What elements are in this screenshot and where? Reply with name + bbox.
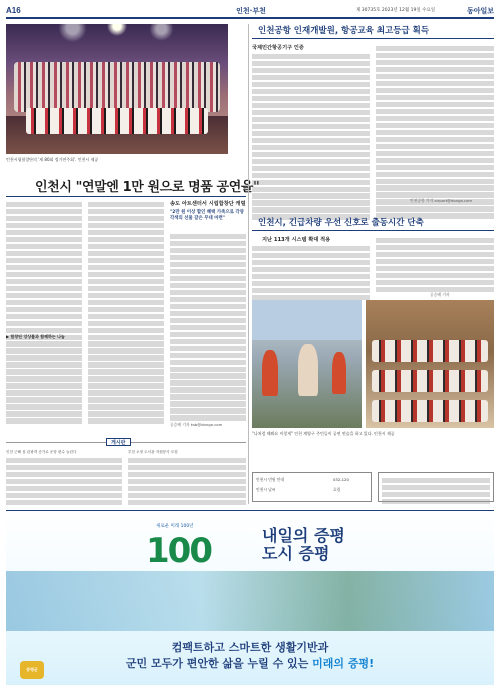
main-headline: 인천시 "연말엔 1만 원으로 명품 공연을"	[35, 180, 260, 195]
traffic-headline: 인천시, 긴급차량 우선 신호로 출동시간 단축	[258, 218, 424, 228]
sky	[252, 300, 362, 340]
advertisement	[6, 510, 494, 685]
main-story-col-2	[88, 200, 164, 428]
contact-value-1: 032-120	[333, 477, 349, 482]
airport-rule	[252, 38, 494, 39]
traffic-rule	[252, 230, 494, 231]
notice-board	[6, 438, 246, 508]
main-byline: 공승배 기자 ksb@donga.com	[170, 422, 223, 427]
section-title: 인천·부천	[236, 7, 266, 15]
main-story-col-3	[170, 232, 246, 428]
page-number: A16	[6, 6, 21, 15]
concert-photo	[6, 24, 228, 154]
dancer-row	[372, 370, 488, 392]
sub-headline: 송도 아트센터서 시립합창단 캐럴	[170, 201, 246, 207]
stage-lights	[6, 24, 228, 64]
ad-tagline: 새로운 미래 100년	[156, 524, 194, 529]
notice-item-1: 인천 근해 섬 관광객 증가로 운항 편수 늘린다	[6, 450, 77, 454]
masthead	[6, 6, 494, 19]
contact-label-2: 인천시 날씨	[256, 487, 276, 492]
info-table	[378, 472, 494, 502]
notice-col-2	[128, 456, 246, 506]
ad-slogan-2	[6, 655, 494, 671]
traffic-col-2	[376, 236, 494, 290]
quote-subhead: "2만 원 이상 할인 혜택 가족으로 각양각색의 선물 같은 무대 마련"	[170, 210, 244, 221]
ad-big-text-line1: 내일의 증평	[262, 526, 345, 545]
dancer-row	[372, 400, 488, 422]
dance-photo-caption: "나처럼 해봐요 이렇게" 인천 계양구 주민들이 공연 연습을 하고 있다. 인천시 제공	[252, 431, 395, 436]
dancer	[298, 344, 318, 396]
traffic-byline: 공승배 기자	[430, 292, 450, 297]
dancer-row	[372, 340, 488, 362]
city-skyline-band	[6, 571, 494, 631]
concert-photo-caption: 인천시립합창단의 '제 80회 정기연주회'. 인천시 제공	[6, 157, 99, 162]
ad-slogan-1: 컴팩트하고 스마트한 생활기반과	[171, 641, 329, 654]
notice-col-1	[6, 456, 122, 506]
ad-big-number: 100	[146, 531, 211, 571]
ad-big-text	[262, 527, 345, 563]
notice-tag: 게시판	[106, 438, 131, 446]
newspaper-name: 동아일보	[466, 6, 494, 15]
traffic-col-1	[252, 244, 370, 298]
airport-col-1	[252, 52, 370, 232]
traffic-subhead: 지난 113개 시스템 확대 적용	[262, 237, 331, 243]
airport-subhead: 국제민간항공기구 인증	[252, 45, 304, 51]
ad-slogan-2-part2: 미래의 증평!	[312, 657, 375, 670]
dancer	[332, 352, 346, 394]
headline-rule	[6, 196, 246, 197]
column-divider	[248, 24, 249, 504]
airport-byline: 인천공항 기자 airport@donga.com	[410, 198, 473, 203]
notice-item-2: 부천 오정 도서관 자원봉사 모집	[128, 450, 178, 454]
issue-date: 제 30735호 2023년 12월 19일 수요일	[356, 8, 436, 13]
info-table-lines	[382, 476, 490, 500]
bullet-subhead: ▶ 합창단 앙상블과 함께하는 나눔	[6, 334, 65, 339]
dancer	[262, 350, 278, 396]
airport-col-2	[376, 44, 494, 224]
contact-value-2: 흐림	[333, 487, 341, 492]
choir-rows	[14, 62, 220, 112]
main-story-col-1	[6, 200, 82, 428]
contact-box	[252, 472, 372, 502]
dance-photo-indoor	[366, 300, 494, 428]
ad-slogan-2-part1: 군민 모두가 편안한 삶을 누릴 수 있는	[125, 657, 313, 670]
county-logo: 증평군	[20, 661, 44, 679]
dance-photo-outdoor	[252, 300, 362, 428]
airport-headline: 인천공항 인재개발원, 항공교육 최고등급 획득	[258, 26, 430, 36]
ad-big-text-line2: 도시 증평	[262, 544, 330, 563]
contact-label-1: 인천시 민원 안내	[256, 477, 285, 482]
front-row-performers	[26, 108, 208, 134]
